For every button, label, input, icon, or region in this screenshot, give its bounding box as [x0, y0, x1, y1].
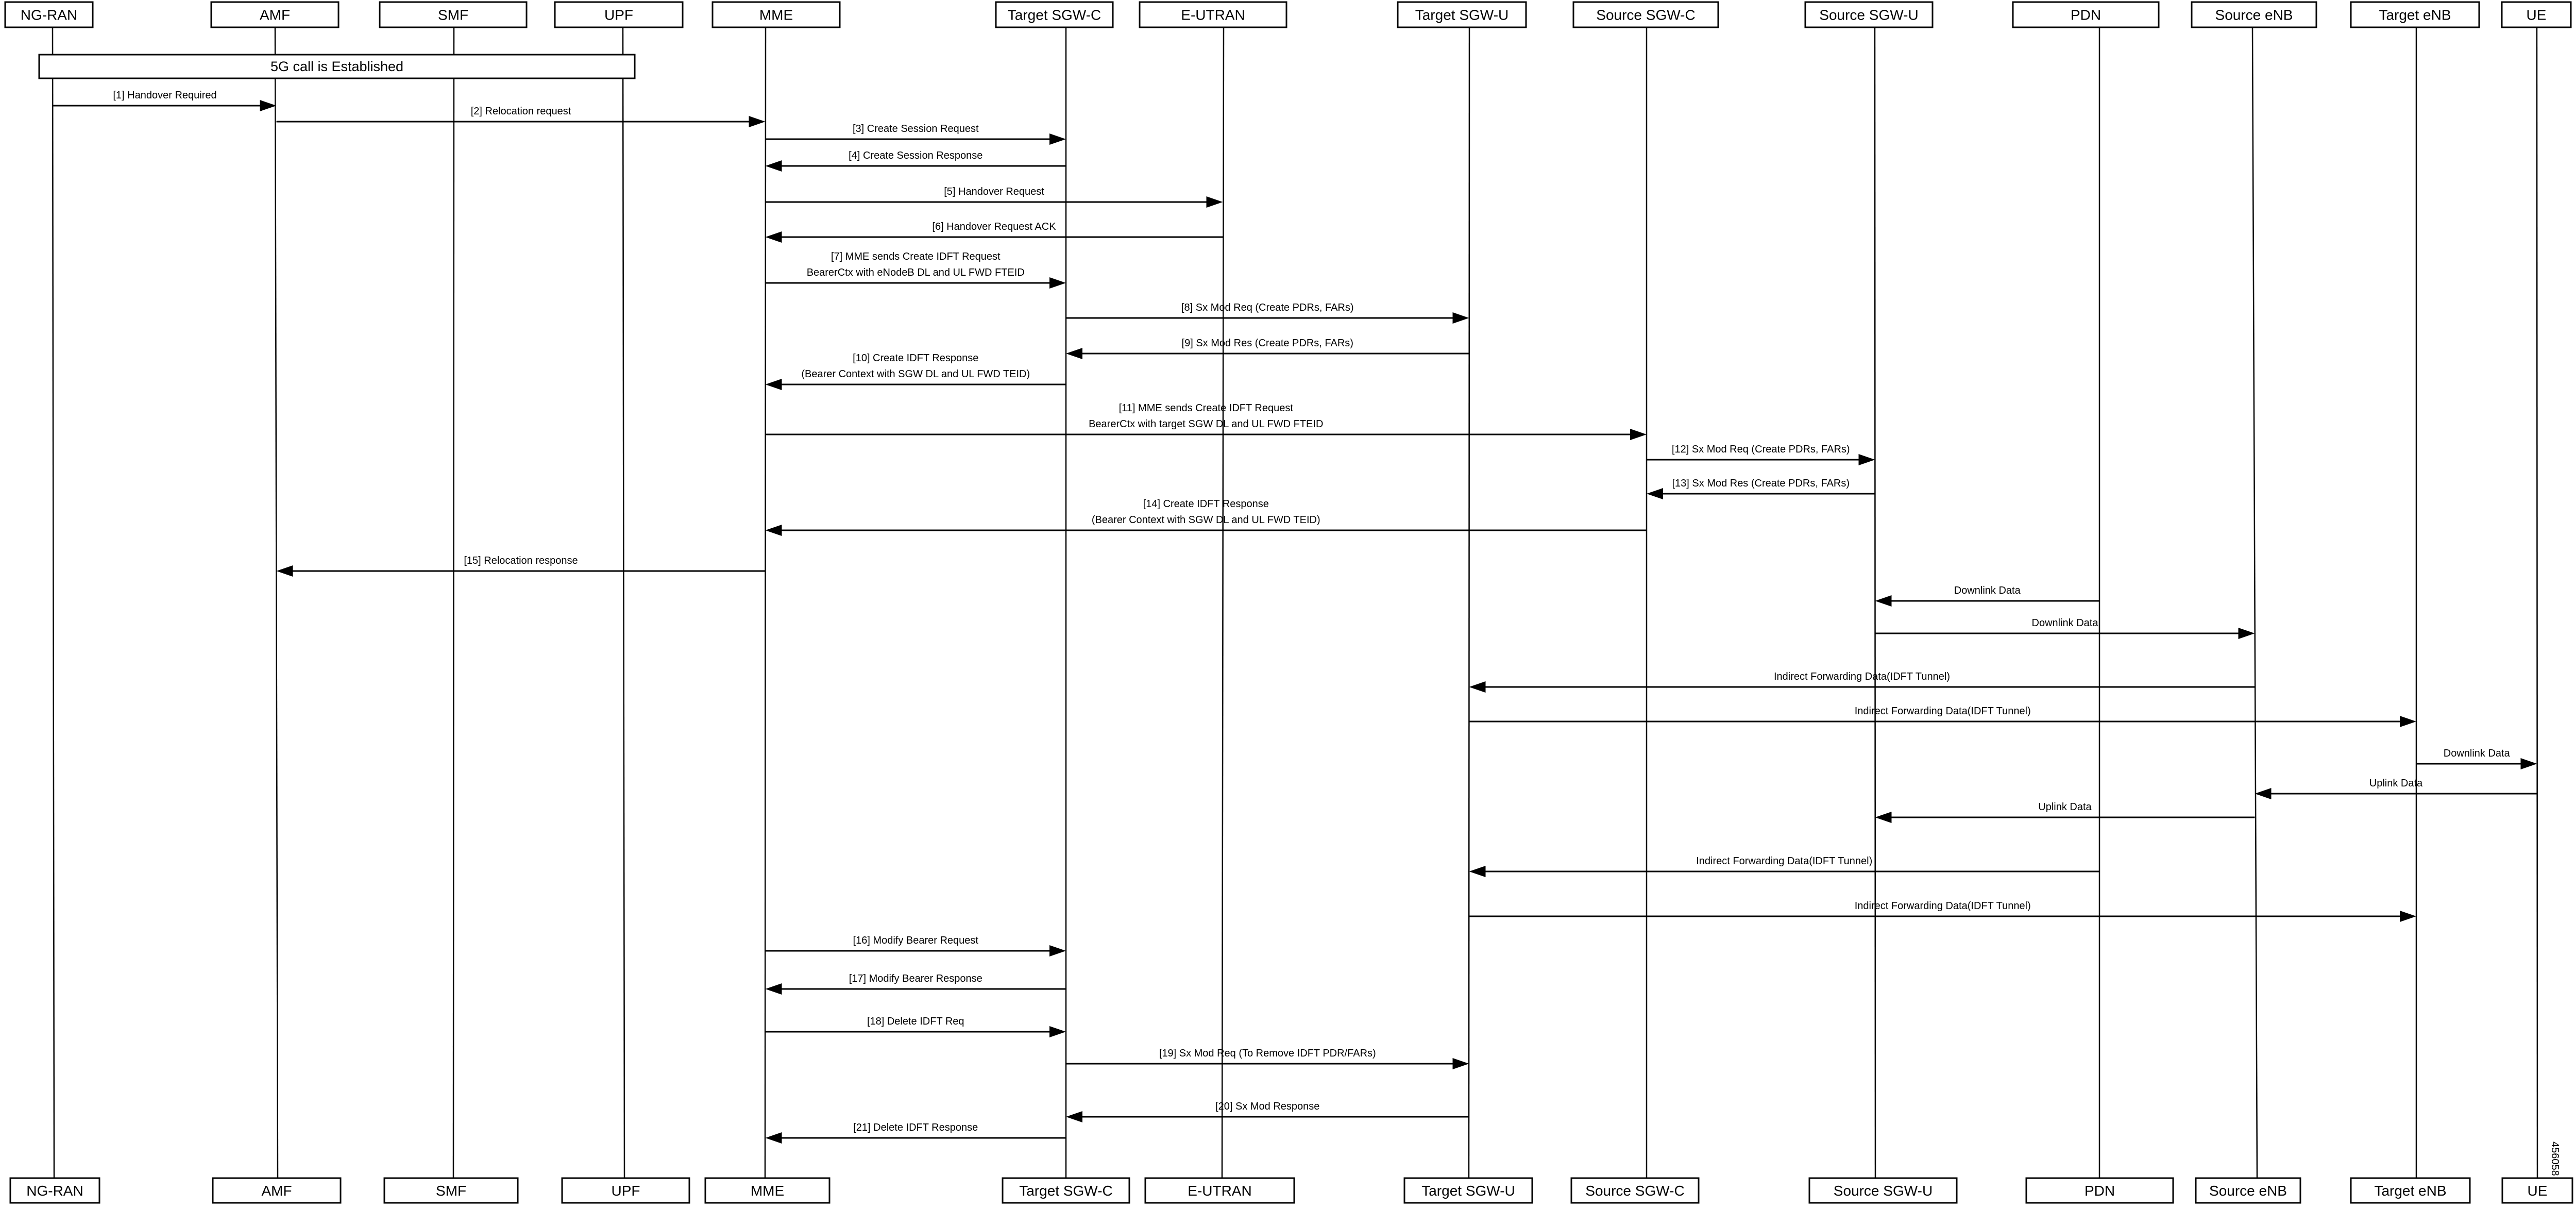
message-label: [8] Sx Mod Req (Create PDRs, FARs)	[1181, 302, 1354, 313]
participant-foot-ssgwu	[1809, 1178, 1957, 1203]
message-label: [17] Modify Bearer Response	[849, 973, 982, 984]
participant-foot-tsgwu	[1404, 1178, 1532, 1203]
message-arrowhead	[1453, 1058, 1469, 1069]
established-note	[39, 55, 635, 78]
participant-ngran	[5, 2, 93, 27]
message-17	[1875, 617, 2255, 639]
message-label: Indirect Forwarding Data(IDFT Tunnel)	[1696, 855, 1873, 867]
participant-label: Source SGW-U	[1819, 7, 1919, 23]
message-arrowhead	[766, 525, 782, 536]
message-30	[766, 1122, 1066, 1144]
message-arrowhead	[2239, 628, 2255, 639]
message-arrowhead	[766, 983, 782, 995]
messages	[54, 90, 2537, 1144]
lifeline-amf	[275, 27, 278, 1178]
message-29	[1066, 1101, 1469, 1122]
message-6	[766, 221, 1223, 243]
message-1	[54, 90, 277, 111]
participant-foot-smf	[384, 1178, 518, 1203]
message-label: Downlink Data	[1954, 585, 2021, 596]
message-25	[766, 935, 1066, 957]
message-label: (Bearer Context with SGW DL and UL FWD TEID)	[801, 368, 1030, 380]
message-arrowhead	[1049, 1026, 1066, 1037]
message-label: [7] MME sends Create IDFT Request	[831, 251, 1001, 262]
message-label: Downlink Data	[2443, 748, 2510, 759]
message-26	[766, 973, 1066, 995]
message-arrowhead	[277, 565, 293, 577]
participant-label: AMF	[261, 1183, 292, 1199]
message-arrowhead	[2400, 911, 2416, 922]
participant-foot-pdn	[2026, 1178, 2173, 1203]
participant-foot-ue	[2502, 1178, 2572, 1203]
participant-label: MME	[750, 1183, 785, 1199]
message-arrowhead	[1049, 277, 1066, 289]
message-label: [12] Sx Mod Req (Create PDRs, FARs)	[1671, 444, 1850, 455]
message-label: [13] Sx Mod Res (Create PDRs, FARs)	[1672, 478, 1850, 489]
message-arrowhead	[766, 1132, 782, 1144]
lifeline-senb	[2252, 27, 2257, 1178]
message-arrowhead	[1453, 312, 1469, 324]
message-arrowhead	[1875, 812, 1892, 823]
message-arrowhead	[1049, 945, 1066, 957]
lifeline-mme	[765, 27, 766, 1178]
message-label: BearerCtx with target SGW DL and UL FWD FTEID	[1089, 418, 1324, 430]
message-22	[1875, 801, 2255, 823]
message-arrowhead	[1066, 1111, 1082, 1122]
participant-amf	[211, 2, 338, 27]
participant-label: UE	[2527, 1183, 2548, 1199]
message-label: [18] Delete IDFT Req	[867, 1016, 964, 1027]
message-arrowhead	[2400, 716, 2416, 727]
message-arrowhead	[1859, 454, 1875, 465]
message-11	[766, 402, 1647, 440]
participant-label: Source SGW-C	[1596, 7, 1696, 23]
message-label: (Bearer Context with SGW DL and UL FWD TEID)	[1091, 514, 1320, 526]
participant-mme	[713, 2, 840, 27]
lifeline-ngran	[53, 27, 54, 1178]
participant-foot-senb	[2196, 1178, 2300, 1203]
participant-tsgwu	[1398, 2, 1526, 27]
message-arrowhead	[1875, 595, 1892, 607]
message-14	[766, 498, 1647, 536]
message-arrowhead	[749, 116, 766, 127]
participant-label: Target eNB	[2379, 7, 2451, 23]
participant-label: UPF	[604, 7, 633, 23]
message-arrowhead	[1630, 429, 1647, 440]
message-2	[277, 106, 766, 127]
participant-label: E-UTRAN	[1181, 7, 1245, 23]
message-label: BearerCtx with eNodeB DL and UL FWD FTEID	[806, 267, 1025, 278]
participant-label: PDN	[2070, 7, 2102, 23]
participant-foot-amf	[213, 1178, 341, 1203]
message-arrowhead	[1469, 866, 1486, 877]
participant-label: NG-RAN	[26, 1183, 83, 1199]
participant-ssgwc	[1573, 2, 1718, 27]
participant-upf	[555, 2, 683, 27]
message-18	[1469, 671, 2255, 693]
participant-label: Target SGW-C	[1007, 7, 1101, 23]
message-15	[277, 555, 766, 577]
message-label: [2] Relocation request	[470, 106, 571, 117]
participant-label: Target SGW-C	[1019, 1183, 1113, 1199]
lifeline-upf	[623, 27, 624, 1178]
participant-label: Target SGW-U	[1421, 1183, 1515, 1199]
message-label: [1] Handover Required	[113, 90, 217, 101]
message-label: Downlink Data	[2031, 617, 2098, 629]
participant-label: SMF	[435, 1183, 467, 1199]
note-text: 5G call is Established	[270, 59, 404, 74]
message-label: [9] Sx Mod Res (Create PDRs, FARs)	[1181, 338, 1353, 349]
participant-foot-tsgwc	[1003, 1178, 1129, 1203]
participant-label: NG-RAN	[20, 7, 78, 23]
participant-tsgwc	[996, 2, 1113, 27]
participant-label: UPF	[611, 1183, 640, 1199]
participant-label: Source SGW-U	[1833, 1183, 1933, 1199]
participant-foot-eutran	[1145, 1178, 1294, 1203]
message-arrowhead	[2521, 758, 2537, 769]
message-9	[1066, 338, 1469, 359]
message-arrowhead	[766, 231, 782, 243]
participant-label: Source eNB	[2215, 7, 2293, 23]
message-label: [14] Create IDFT Response	[1143, 498, 1269, 510]
message-label: [4] Create Session Response	[849, 150, 983, 161]
participant-feet	[10, 1178, 2572, 1203]
message-label: Uplink Data	[2038, 801, 2092, 813]
message-12	[1647, 444, 1875, 465]
message-label: [21] Delete IDFT Response	[853, 1122, 978, 1133]
message-label: [5] Handover Request	[944, 186, 1044, 197]
message-label: [20] Sx Mod Response	[1215, 1101, 1320, 1112]
participant-pdn	[2013, 2, 2159, 27]
message-7	[766, 251, 1066, 289]
participant-senb	[2192, 2, 2316, 27]
message-8	[1066, 302, 1469, 324]
lifeline-eutran	[1222, 27, 1224, 1178]
participant-label: SMF	[437, 7, 469, 23]
participant-foot-ngran	[10, 1178, 99, 1203]
message-label: Uplink Data	[2369, 778, 2423, 789]
message-16	[1875, 585, 2100, 607]
message-27	[766, 1016, 1066, 1037]
message-label: [11] MME sends Create IDFT Request	[1118, 402, 1293, 414]
participant-foot-tenb	[2351, 1178, 2470, 1203]
participant-label: Source eNB	[2209, 1183, 2287, 1199]
message-28	[1066, 1048, 1469, 1069]
lifeline-smf	[453, 27, 454, 1178]
message-5	[766, 186, 1223, 208]
participant-foot-mme	[705, 1178, 829, 1203]
message-label: [16] Modify Bearer Request	[853, 935, 978, 946]
message-4	[766, 150, 1066, 172]
participant-label: Target SGW-U	[1415, 7, 1509, 23]
participant-ssgwu	[1805, 2, 1933, 27]
message-label: [15] Relocation response	[464, 555, 578, 566]
message-24	[1469, 900, 2417, 922]
figure-id: 456058	[2549, 1142, 2561, 1176]
participant-label: MME	[759, 7, 793, 23]
message-arrowhead	[766, 379, 782, 390]
participant-label: AMF	[259, 7, 291, 23]
participant-label: UE	[2526, 7, 2547, 23]
lifelines	[53, 27, 2537, 1178]
participant-heads	[5, 2, 2571, 27]
participant-label: E-UTRAN	[1188, 1183, 1252, 1199]
message-20	[2416, 748, 2537, 769]
message-label: Indirect Forwarding Data(IDFT Tunnel)	[1774, 671, 1950, 682]
message-21	[2255, 778, 2537, 799]
message-arrowhead	[1469, 681, 1486, 693]
message-label: [10] Create IDFT Response	[853, 353, 979, 364]
message-13	[1647, 478, 1875, 499]
message-label: [6] Handover Request ACK	[932, 221, 1056, 232]
participant-label: Target eNB	[2374, 1183, 2447, 1199]
participant-label: PDN	[2084, 1183, 2115, 1199]
message-19	[1469, 706, 2417, 727]
message-label: [19] Sx Mod Req (To Remove IDFT PDR/FARs)	[1159, 1048, 1376, 1059]
participant-tenb	[2351, 2, 2479, 27]
message-23	[1469, 855, 2100, 877]
participant-foot-ssgwc	[1571, 1178, 1699, 1203]
participant-ue	[2502, 2, 2571, 27]
message-arrowhead	[2255, 788, 2272, 799]
message-label: [3] Create Session Request	[852, 123, 979, 135]
message-label: Indirect Forwarding Data(IDFT Tunnel)	[1854, 706, 2031, 717]
message-3	[766, 123, 1066, 145]
message-arrowhead	[1066, 348, 1082, 359]
participant-eutran	[1140, 2, 1286, 27]
participant-foot-upf	[562, 1178, 689, 1203]
message-arrowhead	[1049, 133, 1066, 145]
message-arrowhead	[1647, 488, 1663, 499]
message-arrowhead	[1207, 196, 1223, 208]
message-arrowhead	[260, 100, 277, 111]
message-arrowhead	[766, 160, 782, 172]
participant-label: Source SGW-C	[1585, 1183, 1685, 1199]
message-label: Indirect Forwarding Data(IDFT Tunnel)	[1854, 900, 2031, 912]
message-10	[766, 353, 1066, 390]
participant-smf	[380, 2, 527, 27]
